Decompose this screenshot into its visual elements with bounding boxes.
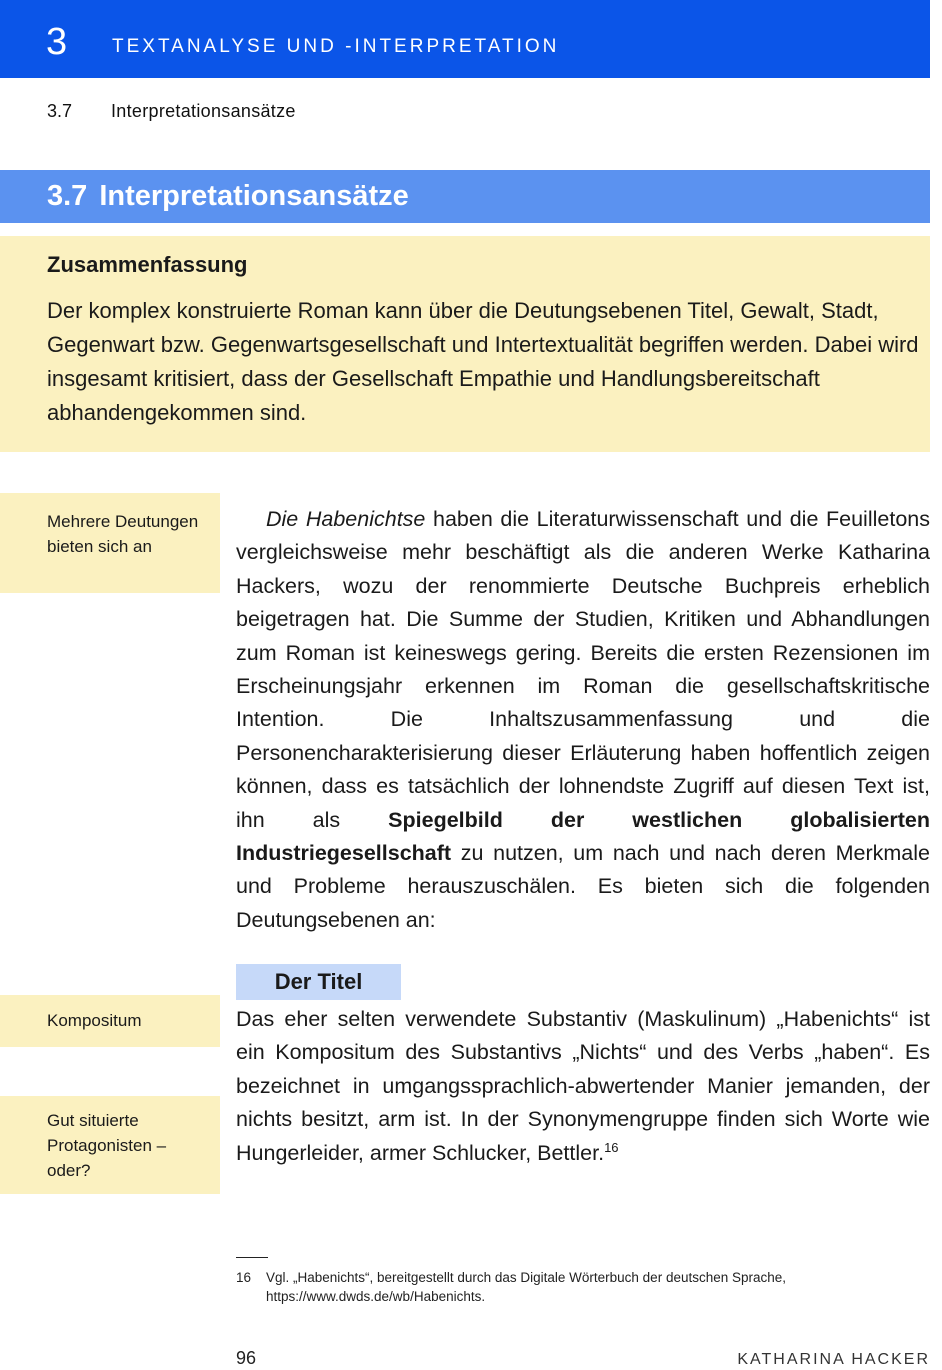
section-heading	[47, 178, 409, 214]
chapter-title: TEXTANALYSE UND -INTERPRETATION	[112, 36, 560, 57]
emphasis-text: Spiegelbild der westlichen globalisierten Industriegesellschaft	[236, 807, 931, 866]
running-section-title: Interpretationsansätze	[111, 101, 296, 121]
novel-title: Die Habenichtse	[266, 507, 426, 531]
margin-note-text: Gut situierte Protagonisten – oder?	[47, 1111, 167, 1180]
summary-heading: Zusammenfassung	[47, 252, 248, 277]
footnote-divider	[236, 1257, 268, 1258]
margin-note	[0, 995, 220, 1047]
margin-note	[0, 1096, 220, 1194]
margin-note	[0, 493, 220, 593]
running-author: KATHARINA HACKER	[737, 1351, 930, 1368]
chapter-header-bar	[0, 0, 930, 78]
paragraph-text: Das eher selten verwendete Substantiv (Maskulinum) „Habenichts“ ist ein Kompositum des Substantivs „Nichts“ und des Verbs „haben“. Es bezeichnet in umgangssprachlich-abwertender Manier jemanden, der nichts besitzt, arm ist. In der Synonymengruppe finden sich Worte wie Hungerleider, armer Schlucker, Bettler.	[236, 1007, 930, 1165]
body-paragraph	[236, 503, 930, 937]
paragraph-text: zu nutzen, um nach und nach deren Merkmale und Probleme herauszuschälen. Es bieten sich die folgenden Deutungsebenen an:	[236, 841, 930, 932]
section-heading-bar	[0, 170, 930, 223]
footnote-number: 16	[236, 1270, 252, 1285]
margin-note-text: Kompositum	[47, 1011, 142, 1030]
page-number: 96	[236, 1348, 257, 1368]
margin-note-text: Mehrere Deutungen bieten sich an	[47, 512, 199, 556]
subheading-box	[236, 964, 401, 1000]
summary-text: Der komplex konstruierte Roman kann über die Deutungsebenen Titel, Gewalt, Stadt, Gegenwart bzw. Gegenwartsgesellschaft und Intertextualität begriffen werden. Dabei wird insgesamt kritisiert, dass der Gesellschaft Empathie und Handlungsbereitschaft abhandengekommen sind.	[47, 298, 919, 425]
chapter-number: 3	[46, 21, 68, 63]
subheading: Der Titel	[274, 969, 363, 994]
footnote-text: Vgl. „Habenichts“, bereitgestellt durch das Digitale Wörterbuch der deutschen Sprache, https://www.dwds.de/wb/Habenichts.	[266, 1270, 787, 1304]
section-heading-title: Interpretationsansätze	[99, 180, 409, 212]
paragraph-text: haben die Literaturwissenschaft und die Feuilletons vergleichsweise mehr beschäftigt als die anderen Werke Katharina Hackers, wozu der renommierte Deutsche Buchpreis erheblich beigetragen hat. Die Summe der Studien, Kritiken und Abhandlungen zum Roman ist keineswegs gering. Bereits die ersten Rezensionen im Erscheinungsjahr erkennen im Roman die gesellschaftskritische Intention. Die Inhaltszusammenfassung und die Personencharakterisierung dieser Erläuterung haben hoffentlich zeigen können, dass es tatsächlich der lohnendste Zugriff auf diesen Text ist, ihn als	[236, 507, 930, 832]
footnote-reference[interactable]: 16	[604, 1139, 619, 1155]
running-section-number: 3.7	[47, 101, 73, 121]
body-paragraph	[236, 1003, 930, 1170]
summary-box	[0, 236, 930, 452]
section-heading-number: 3.7	[47, 180, 88, 212]
